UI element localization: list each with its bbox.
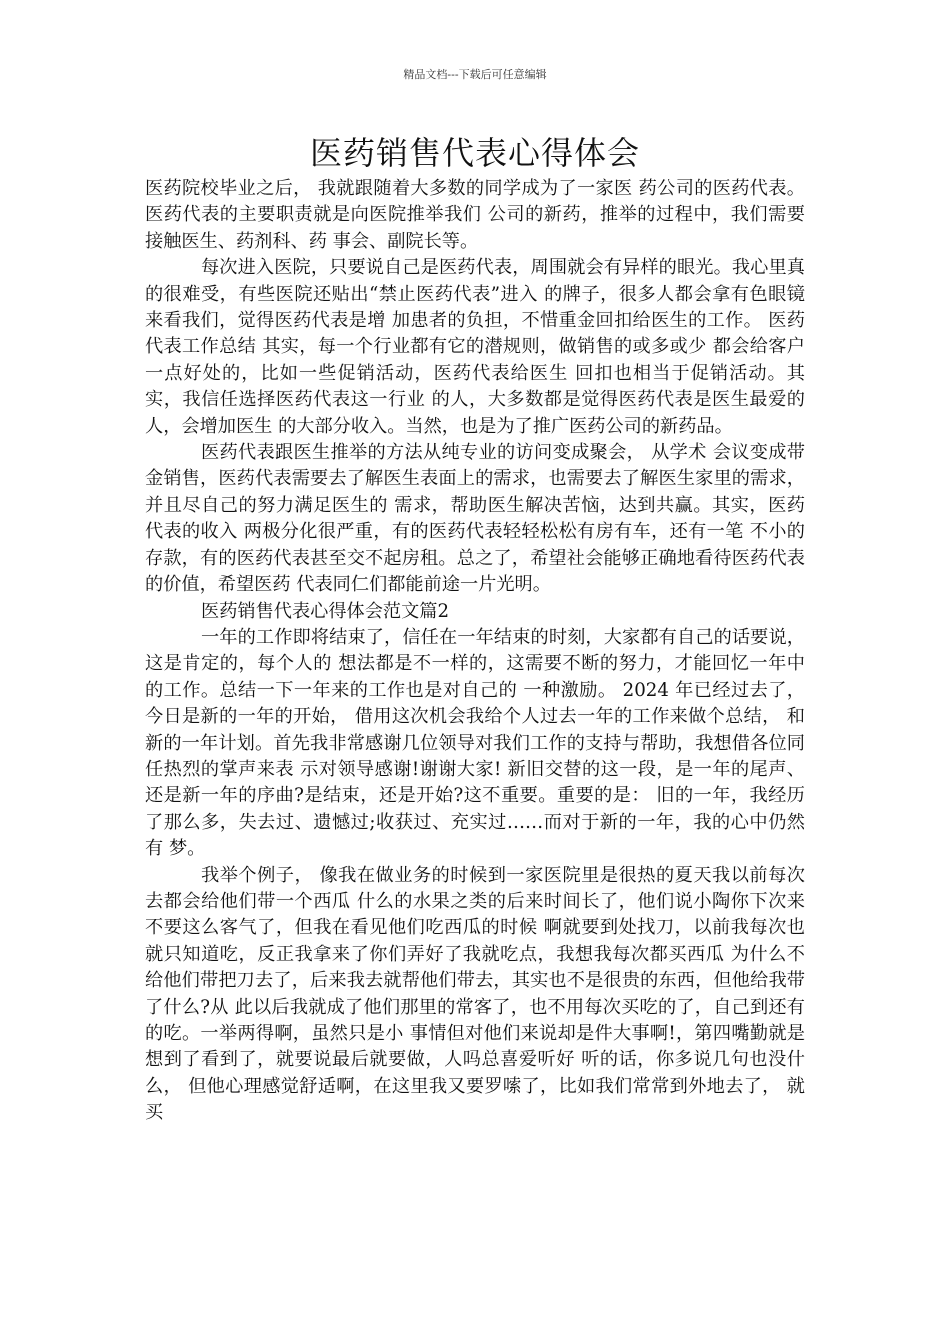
paragraph-intro: 医药院校毕业之后， 我就跟随着大多数的同学成为了一家医 药公司的医药代表。 医药代表的主要职责就是向医院推举我们 公司的新药，推举的过程中，我们需要接触医生、药剂科、药 事会、副院长等。 bbox=[145, 178, 805, 252]
document-title: 医药销售代表心得体会 bbox=[309, 134, 640, 172]
page-header-note: 精品文档---下载后可任意编辑 bbox=[403, 68, 547, 81]
paragraph-hospital-experience: 每次进入医院，只要说自己是医药代表，周围就会有异样的眼光。我心里真的很难受，有些医院还贴出“禁止医药代表”进入 的牌子，很多人都会拿有色眼镜来看我们，觉得医药代表是增 加患者的负担，不惜重金回扣给医生的工作。 医药代表工作总结 其实，每一个行业都有它的潜规则，做销售的或多或少 都会给客户一点好处的，比如一些促销活动，医药代表给医生 回扣也相当于促销活动。其实，我信任选择医药代表这一行业 的人，大多数都是觉得医药代表是医生最爱的人，会增加医生 的大部分收入。当然，也是为了推广医药公司的新药品。 bbox=[145, 257, 805, 437]
paragraph-promotion-methods: 医药代表跟医生推举的方法从纯专业的访问变成聚会， 从学术 会议变成带金销售，医药代表需要去了解医生表面上的需求，也需要去了解医生家里的需求， 并且尽自己的努力满足医生的 需求，帮助医生解决苦恼，达到共赢。其实，医药代表的收入 两极分化很严重，有的医药代表轻轻松松有房有车，还有一笔 不小的存款，有的医药代表甚至交不起房租。总之了，希望社会能够正确地看待医药代表的价值，希望医药 代表同仁们都能前途一片光明。 bbox=[145, 442, 805, 596]
paragraph-year-summary: 一年的工作即将结束了，信任在一年结束的时刻，大家都有自己的话要说，这是肯定的，每个人的 想法都是不一样的，这需要不断的努力，才能回忆一年中的工作。总结一下一年来的工作也是对自己的 一种激励。 2024 年已经过去了， 今日是新的一年的开始， 借用这次机会我给个人过去一年的工作来做个总结， 和新的一年计划。首先我非常感谢几位领导对我们工作的支持与帮助，我想借各位同任热烈的掌声来表 示对领导感谢!谢谢大家! 新旧交替的这一段，是一年的尾声、还是新一年的序曲?是结束，还是开始?这不重要。重要的是： 旧的一年，我经历了那么多，失去过、遗憾过;收获过、充实过……而对于新的一年，我的心中仍然有 梦。 bbox=[145, 626, 805, 860]
paragraph-example: 我举个例子， 像我在做业务的时候到一家医院里是很热的夏天我以前每次去都会给他们带一个西瓜 什么的水果之类的后来时间长了，他们说小陶你下次来不要这么客气了，但我在看见他们吃西瓜的时候 啊就要到处找刀，以前我每次也就只知道吃，反正我拿来了你们弄好了我就吃点，我想我每次都买西瓜 为什么不给他们带把刀去了，后来我去就帮他们带去，其实也不是很贵的东西，但他给我带了什么?从 此以后我就成了他们那里的常客了，也不用每次买吃的了，自己到还有的吃。一举两得啊，虽然只是小 事情但对他们来说却是件大事啊!，第四嘴勤就是想到了看到了，就要说最后就要做，人吗总喜爱听好 听的话，你多说几句也没什么， 但他心理感觉舒适啊，在这里我又要罗嗦了，比如我们常常到外地去了， 就买 bbox=[145, 864, 805, 1124]
section-heading-sample-2: 医药销售代表心得体会范文篇2 bbox=[201, 600, 450, 622]
document-body bbox=[145, 176, 805, 1127]
